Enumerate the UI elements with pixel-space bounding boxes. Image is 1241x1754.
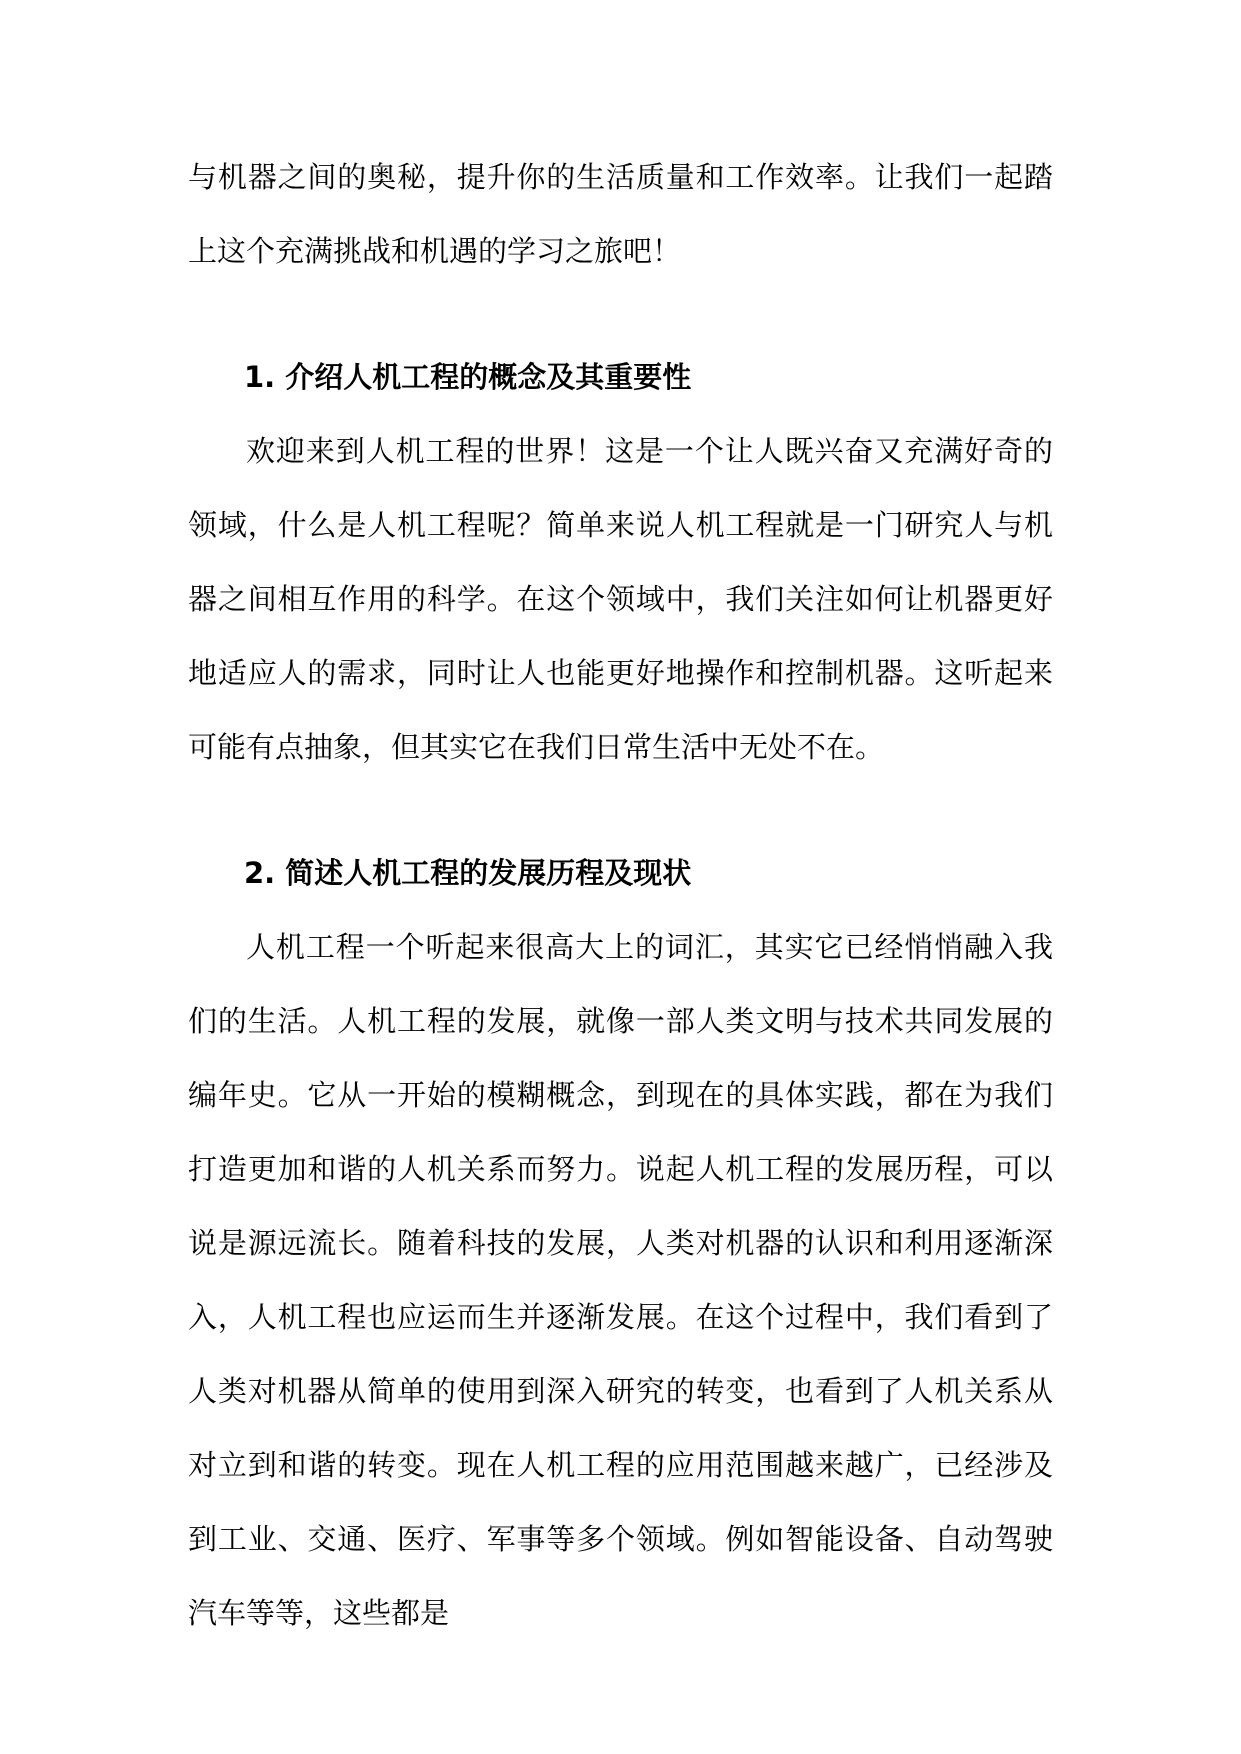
document-body (188, 140, 1053, 1650)
section-spacer (188, 784, 1053, 836)
section-paragraph-2: 人机工程一个听起来很高大上的词汇，其实它已经悄悄融入我们的生活。人机工程的发展，就像一部人类文明与技术共同发展的编年史。它从一开始的模糊概念，到现在的具体实践，都在为我们打造更加和谐的人机关系而努力。说起人机工程的发展历程，可以说是源远流长。随着科技的发展，人类对机器的认识和利用逐渐深入，人机工程也应运而生并逐渐发展。在这个过程中，我们看到了人类对机器从简单的使用到深入研究的转变，也看到了人机关系从对立到和谐的转变。现在人机工程的应用范围越来越广，已经涉及到工业、交通、医疗、军事等多个领域。例如智能设备、自动驾驶汽车等等，这些都是 (188, 930, 1053, 1630)
section-heading-1: 1. 介绍人机工程的概念及其重要性 (244, 360, 692, 394)
intro-paragraph: 与机器之间的奥秘，提升你的生活质量和工作效率。让我们一起踏上这个充满挑战和机遇的学习之旅吧！ (188, 160, 1053, 268)
section-paragraph-1: 欢迎来到人机工程的世界！这是一个让人既兴奋又充满好奇的领域，什么是人机工程呢？简单来说人机工程就是一门研究人与机器之间相互作用的科学。在这个领域中，我们关注如何让机器更好地适应人的需求，同时让人也能更好地操作和控制机器。这听起来可能有点抽象，但其实它在我们日常生活中无处不在。 (188, 434, 1053, 764)
section-heading-2: 2. 简述人机工程的发展历程及现状 (244, 856, 692, 890)
section-spacer (188, 288, 1053, 340)
